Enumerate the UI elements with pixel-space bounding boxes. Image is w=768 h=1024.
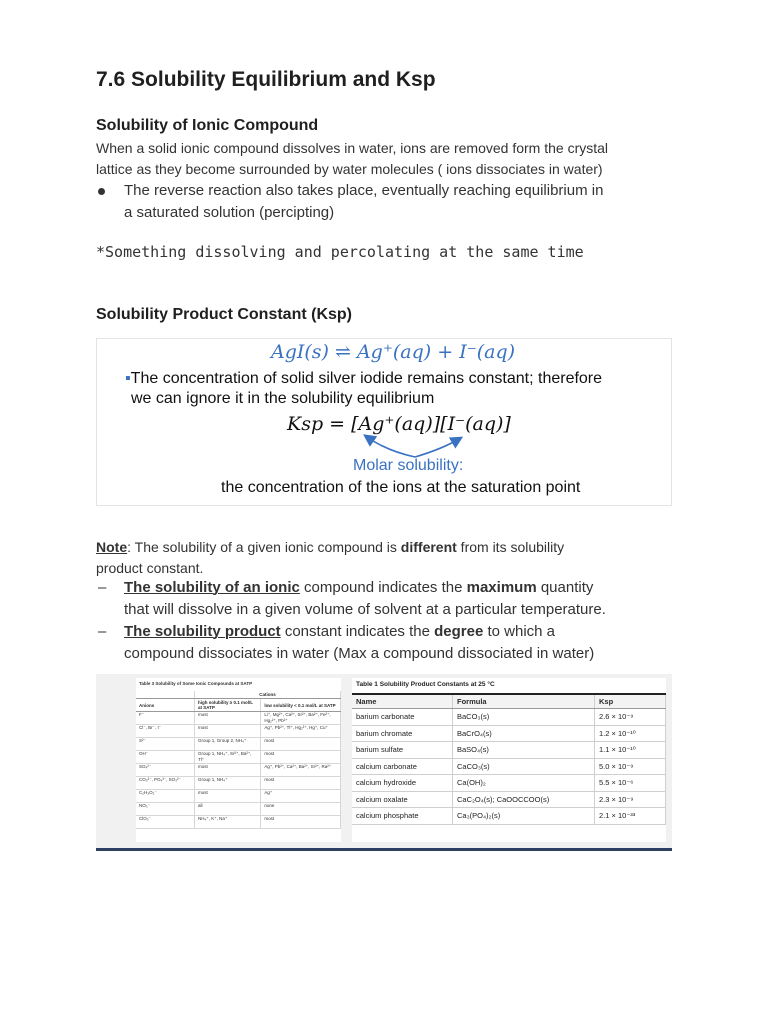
note-label: Note bbox=[96, 539, 128, 555]
table-header: high solubility ≥ 0.1 mol/L at SATP bbox=[195, 699, 261, 712]
table-row bbox=[136, 712, 341, 725]
table-cell: most bbox=[195, 712, 261, 725]
table-cell: none bbox=[261, 803, 341, 816]
ksp-equation-image bbox=[96, 338, 672, 506]
underlined-term: The solubility product bbox=[124, 623, 281, 640]
table-cell: ClO₃⁻ bbox=[136, 816, 195, 829]
list-item-text: quantity bbox=[536, 579, 594, 596]
list-item-text: that will dissolve in a given volume of solvent at a particular temperature. bbox=[124, 601, 606, 618]
table-cell: Ca(OH)₂ bbox=[453, 775, 595, 792]
table-cell: 5.5 × 10⁻⁶ bbox=[595, 775, 666, 792]
table-cell: Ag⁺, Pb²⁺, Tl⁺, Hg₂²⁺, Hg⁺, Cu⁺ bbox=[261, 725, 341, 738]
note-bold: different bbox=[400, 539, 457, 555]
table-cell: CO₃²⁻, PO₄³⁻, SO₃²⁻ bbox=[136, 777, 195, 790]
list-item-text: constant indicates the bbox=[280, 623, 435, 640]
table-cell: barium carbonate bbox=[352, 709, 453, 726]
list-item-text: compound dissociates in water (Max a compound dissociated in water) bbox=[124, 645, 595, 662]
list-item-text: compound indicates the bbox=[299, 579, 467, 596]
table-cell: calcium oxalate bbox=[352, 791, 453, 808]
dash-icon: – bbox=[98, 579, 107, 596]
table-header: low solubility < 0.1 mol/L at SATP bbox=[261, 699, 341, 712]
table-cell: most bbox=[195, 764, 261, 777]
table-row bbox=[352, 725, 666, 742]
table-cell: Cl⁻, Br⁻, I⁻ bbox=[136, 725, 195, 738]
dissolution-equation: AgI(s) ⇌ Ag⁺(aq) + I⁻(aq) bbox=[271, 341, 516, 363]
note-paragraph bbox=[96, 537, 676, 579]
table-cell: 1.1 × 10⁻¹⁰ bbox=[595, 742, 666, 759]
table-row bbox=[136, 725, 341, 738]
underlined-term: The solubility of an ionic bbox=[124, 579, 300, 596]
table-cell: BaCO₃(s) bbox=[453, 709, 595, 726]
dash-icon: – bbox=[98, 623, 107, 640]
bold-term: maximum bbox=[466, 579, 537, 596]
table-cell: 2.3 × 10⁻⁹ bbox=[595, 791, 666, 808]
list-item bbox=[96, 577, 676, 621]
table-cell: Group 1, Group 2, NH₄⁺ bbox=[195, 738, 261, 751]
table-cell: Group 1, NH₄⁺, Sr²⁺, Ba²⁺, Tl⁺ bbox=[195, 751, 261, 764]
molar-solubility-label: Molar solubility: bbox=[353, 457, 464, 474]
square-bullet-icon: ▪ bbox=[125, 370, 131, 387]
table-cell: calcium carbonate bbox=[352, 758, 453, 775]
table-cell: Li⁺, Mg²⁺, Ca²⁺, Sr²⁺, Ba²⁺, Fe²⁺, Hg₂²⁺, Pb²⁺ bbox=[261, 712, 341, 725]
table-cell: OH⁻ bbox=[136, 751, 195, 764]
note-line-2: product constant. bbox=[96, 560, 204, 576]
table-row bbox=[136, 803, 341, 816]
table-row bbox=[352, 775, 666, 792]
list-item-text: The reverse reaction also takes place, eventually reaching equilibrium in bbox=[124, 182, 604, 199]
list-item-text: to which a bbox=[483, 623, 556, 640]
paragraph-dissolution bbox=[96, 138, 676, 180]
section-heading-solubility: Solubility of Ionic Compound bbox=[96, 117, 319, 134]
table-row bbox=[136, 751, 341, 764]
table-group-header: Cations bbox=[195, 691, 341, 699]
table-cell: 2.1 × 10⁻³³ bbox=[595, 808, 666, 825]
tables-image bbox=[96, 674, 672, 851]
table-row bbox=[136, 816, 341, 829]
table-cell: Ag⁺, Pb²⁺, Ca²⁺, Ba²⁺, Sr²⁺, Ra²⁺ bbox=[261, 764, 341, 777]
image-bullet-text: The concentration of solid silver iodide remains constant; therefore bbox=[130, 370, 603, 387]
table bbox=[352, 693, 666, 825]
table-cell: C₂H₃O₂⁻ bbox=[136, 790, 195, 803]
list-item bbox=[96, 621, 676, 665]
table-cell: most bbox=[195, 790, 261, 803]
table-row bbox=[136, 738, 341, 751]
table-cell: BaSO₄(s) bbox=[453, 742, 595, 759]
molar-solubility-desc: the concentration of the ions at the saturation point bbox=[221, 479, 581, 496]
ksp-expression: Ksp = [Ag⁺(aq)][I⁻(aq)] bbox=[287, 413, 511, 435]
table bbox=[136, 691, 341, 829]
section-heading-ksp: Solubility Product Constant (Ksp) bbox=[96, 306, 352, 323]
table-cell: barium sulfate bbox=[352, 742, 453, 759]
table-caption: Table 1 Solubility Product Constants at 25 °C bbox=[356, 681, 495, 688]
table-cell: calcium phosphate bbox=[352, 808, 453, 825]
table-cell: barium chromate bbox=[352, 725, 453, 742]
table-row bbox=[352, 758, 666, 775]
table-row bbox=[352, 808, 666, 825]
image-bullet-line-2: we can ignore it in the solubility equilibrium bbox=[131, 390, 435, 407]
paragraph-line: When a solid ionic compound dissolves in water, ions are removed form the crystal bbox=[96, 140, 609, 156]
table-row bbox=[352, 742, 666, 759]
table-header: Ksp bbox=[595, 694, 666, 709]
table-cell: 2.6 × 10⁻⁹ bbox=[595, 709, 666, 726]
note-text: from its solubility bbox=[456, 539, 565, 555]
table-cell: most bbox=[261, 816, 341, 829]
list-item bbox=[96, 180, 676, 224]
code-note: *Something dissolving and percolating at the same time bbox=[96, 243, 584, 261]
table-cell: most bbox=[195, 725, 261, 738]
table-cell: S²⁻ bbox=[136, 738, 195, 751]
table-row bbox=[136, 777, 341, 790]
table-cell: NH₄⁺, K⁺, Na⁺ bbox=[195, 816, 261, 829]
table-cell: most bbox=[261, 751, 341, 764]
table-header: Name bbox=[352, 694, 453, 709]
bold-term: degree bbox=[434, 623, 484, 640]
table-cell: CaC₂O₄(s); CaOOCCOO(s) bbox=[453, 791, 595, 808]
table-cell: NO₃⁻ bbox=[136, 803, 195, 816]
table-row bbox=[136, 790, 341, 803]
table-cell: 5.0 × 10⁻⁹ bbox=[595, 758, 666, 775]
table-cell: CaCO₃(s) bbox=[453, 758, 595, 775]
ksp-table bbox=[352, 678, 666, 842]
table-caption: Table 3 Solubility of Some Ionic Compounds at SATP bbox=[139, 681, 253, 686]
table-row bbox=[352, 709, 666, 726]
table-cell: most bbox=[261, 738, 341, 751]
note-text: : The solubility of a given ionic compound is bbox=[127, 539, 401, 555]
table-cell: Ca₃(PO₄)₂(s) bbox=[453, 808, 595, 825]
table-header: Anions bbox=[136, 699, 195, 712]
table-cell: Group 1, NH₄⁺ bbox=[195, 777, 261, 790]
list-item-text: a saturated solution (percipting) bbox=[124, 204, 335, 221]
table-cell: calcium hydroxide bbox=[352, 775, 453, 792]
table-cell: SO₄²⁻ bbox=[136, 764, 195, 777]
table-cell: F⁻ bbox=[136, 712, 195, 725]
table-cell: BaCrO₄(s) bbox=[453, 725, 595, 742]
table-cell: Ag⁺ bbox=[261, 790, 341, 803]
paragraph-line: lattice as they become surrounded by water molecules ( ions dissociates in water) bbox=[96, 161, 603, 177]
table-row bbox=[352, 791, 666, 808]
table-header: Formula bbox=[453, 694, 595, 709]
note-line bbox=[96, 537, 676, 558]
table-cell: 1.2 × 10⁻¹⁰ bbox=[595, 725, 666, 742]
bullet-dot-icon bbox=[98, 180, 118, 202]
solubility-table bbox=[136, 678, 341, 842]
table-cell: all bbox=[195, 803, 261, 816]
table-row bbox=[136, 764, 341, 777]
page-title: 7.6 Solubility Equilibrium and Ksp bbox=[96, 68, 436, 91]
table-cell: most bbox=[261, 777, 341, 790]
